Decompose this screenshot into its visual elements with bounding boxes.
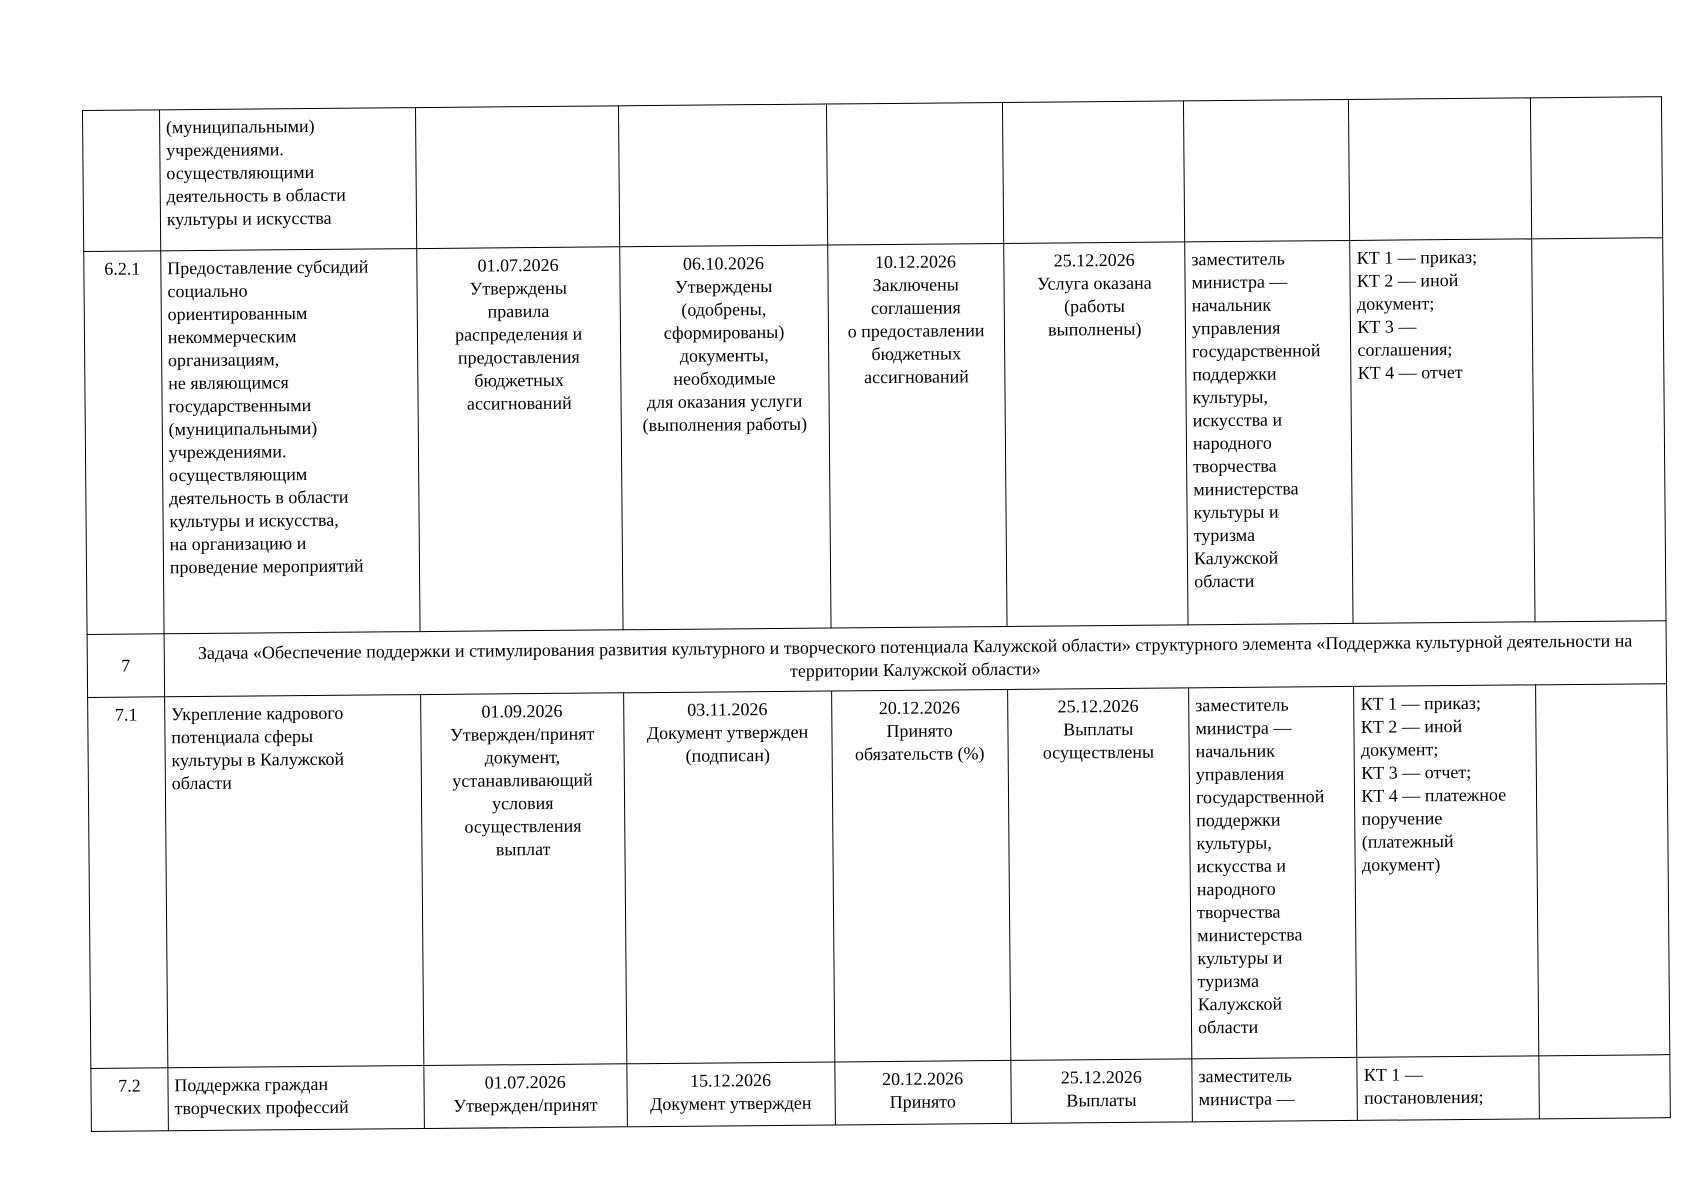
- table-row: [88, 684, 1670, 1069]
- extra-cell: [1530, 97, 1663, 239]
- activity-name-cell: Предоставление субсидий социально ориентированным некоммерческим организациям, не являющимся государственными (муниципальными) учреждениями. осуществляющим деятельность в области культуры и искусства, на организацию и проведение мероприятий: [161, 249, 420, 634]
- documents-cell: [1349, 98, 1532, 241]
- responsible-cell: заместитель министра — начальник управления государственной поддержки культуры, искусства и народного творчества министерства культуры и туризма Калужской области: [1185, 240, 1354, 624]
- control-point-4-cell: 25.12.2026 Услуга оказана (работы выполнены): [1003, 242, 1188, 627]
- row-number-cell: 7: [87, 634, 164, 698]
- control-point-1-cell: 01.07.2026 Утвержден/принят: [424, 1064, 627, 1129]
- row-number-cell: 7.1: [88, 697, 168, 1069]
- extra-cell: [1531, 238, 1666, 622]
- documents-cell: КТ 1 — постановления;: [1357, 1056, 1539, 1121]
- control-point-2-cell: 03.11.2026 Документ утвержден (подписан): [623, 691, 834, 1064]
- control-point-2-cell: 15.12.2026 Документ утвержден: [626, 1062, 835, 1127]
- control-point-3-cell: 20.12.2026 Принято: [834, 1060, 1011, 1125]
- table-row: [84, 238, 1666, 635]
- control-point-2-cell: [618, 104, 827, 247]
- control-point-1-cell: 01.07.2026 Утверждены правила распределения и предоставления бюджетных ассигнований: [417, 247, 623, 632]
- table-row: [83, 97, 1663, 252]
- control-point-1-cell: [415, 106, 619, 249]
- responsible-cell: [1183, 99, 1350, 241]
- row-number-cell: [83, 110, 161, 252]
- activity-name-cell: Укрепление кадрового потенциала сферы культуры в Калужской области: [164, 695, 423, 1068]
- control-point-4-cell: 25.12.2026 Выплаты: [1010, 1059, 1192, 1124]
- responsible-cell: заместитель министра —: [1192, 1057, 1358, 1121]
- activity-name-cell: (муниципальными) учреждениями. осуществляющими деятельность в области культуры и искусства: [159, 108, 416, 251]
- control-point-3-cell: 20.12.2026 Принято обязательств (%): [831, 689, 1010, 1062]
- control-point-2-cell: 06.10.2026 Утверждены (одобрены, сформированы) документы, необходимые для оказания услуги (выполнения работы): [619, 245, 830, 630]
- extra-cell: [1539, 1055, 1671, 1119]
- control-point-3-cell: 10.12.2026 Заключены соглашения о предоставлении бюджетных ассигнований: [827, 243, 1006, 628]
- row-number-cell: 7.2: [91, 1068, 168, 1132]
- task-title-cell: Задача «Обеспечение поддержки и стимулирования развития культурного и творческого потенциала Калужской области» структурного элемента «Поддержка культурной деятельности на территории Калужской области»: [164, 621, 1667, 697]
- documents-cell: КТ 1 — приказ; КТ 2 — иной документ; КТ 3 — отчет; КТ 4 — платежное поручение (платежный документ): [1354, 685, 1539, 1058]
- row-number-cell: 6.2.1: [84, 251, 164, 635]
- table-row: [91, 1055, 1670, 1132]
- documents-cell: КТ 1 — приказ; КТ 2 — иной документ; КТ 3 — соглашения; КТ 4 — отчет: [1350, 239, 1535, 624]
- control-point-1-cell: 01.09.2026 Утвержден/принят документ, устанавливающий условия осуществления выплат: [420, 693, 626, 1066]
- extra-cell: [1535, 684, 1670, 1056]
- control-point-4-cell: 25.12.2026 Выплаты осуществлены: [1007, 688, 1192, 1061]
- control-points-table: [82, 96, 1671, 1132]
- control-point-4-cell: [1002, 101, 1185, 244]
- activity-name-cell: Поддержка граждан творческих профессий: [168, 1066, 425, 1131]
- control-point-3-cell: [826, 102, 1003, 245]
- responsible-cell: заместитель министра — начальник управления государственной поддержки культуры, искусства и народного творчества министерства культуры и туризма Калужской области: [1189, 686, 1358, 1058]
